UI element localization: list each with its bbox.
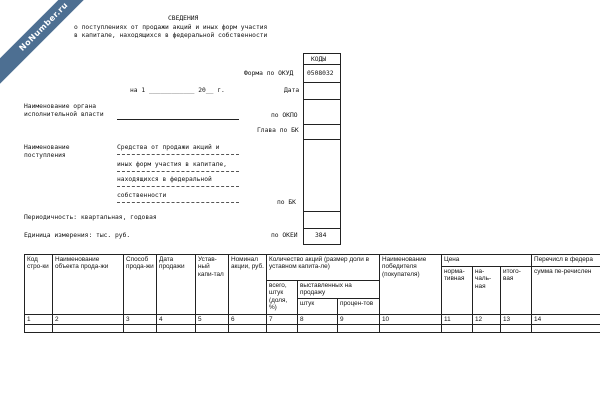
codes-divider [303,64,341,65]
table-cell-empty [196,325,229,333]
codes-divider [303,82,341,83]
document-subtitle-1: о поступлениях от продажи акций и иных форм участия [74,24,268,31]
col-number: 3 [124,314,157,324]
receipt-text-4: собственности [117,192,167,199]
col-number: 7 [267,314,298,324]
table-cell-empty [53,325,124,333]
header-transfer-sum: сумма пе-речислен [532,267,600,315]
receipt-dash [117,154,239,155]
col-number: 1 [25,314,53,324]
table-cell-empty [501,325,532,333]
header-percent: процен-тов [338,298,380,314]
header-price-normative: норма-тивная [442,267,473,315]
codes-divider [303,124,341,125]
col-number: 4 [157,314,196,324]
okud-label: Форма по ОКУД [244,70,294,77]
header-winner: Наименование победителя (покупателя) [380,255,442,315]
col-number: 6 [229,314,267,324]
col-number: 13 [501,314,532,324]
okud-value: 0508032 [307,70,334,77]
receipt-text-3: находящихся в федеральной [117,176,212,183]
receipt-text-1: Средства от продажи акций и [117,144,220,151]
col-number: 5 [196,314,229,324]
organ-input-line [117,119,239,120]
header-price-final: итого-вая [501,267,532,315]
as-of-date: на 1 ____________ 20__ г. [130,87,225,94]
codes-divider [303,211,341,212]
header-price: Цена [442,255,532,267]
header-kod: Код стро-ки [25,255,53,315]
col-number: 9 [338,314,380,324]
receipt-dash [117,171,239,172]
table-cell-empty [380,325,442,333]
document-title: СВЕДЕНИЯ [168,15,199,22]
table-cell-empty [338,325,380,333]
data-table [24,254,600,333]
table-cell-empty [473,325,501,333]
receipt-label-1: Наименование [24,144,70,151]
table-cell-empty [124,325,157,333]
okei-label: по ОКЕИ [271,232,298,239]
bk-label: по БК [277,199,296,206]
organ-label-2: исполнительной власти [24,111,104,118]
header-pieces: штук [298,298,338,314]
codes-divider [303,99,341,100]
periodicity: Периодичность: квартальная, годовая [24,214,157,221]
unit-of-measure: Единица измерения: тыс. руб. [24,232,131,239]
receipt-dash [117,202,239,203]
header-object-name: Наименование объекта прода-жи [53,255,124,315]
document-subtitle-2: в капитале, находящихся в федеральной собственности [74,32,268,39]
okpo-label: по ОКПО [271,112,298,119]
header-share-quantity: Количество акций (размер доли в уставном капита-ле) [267,255,380,281]
col-number: 14 [532,314,600,324]
header-total: всего, штук (доля, %) [267,281,298,315]
okei-value: 384 [315,232,327,239]
col-number: 10 [380,314,442,324]
header-share-nominal: Номинал акции, руб. [229,255,267,315]
header-sale-method: Способ прода-жи [124,255,157,315]
header-transfer: Перечисл в федера [532,255,600,267]
organ-label-1: Наименование органа [24,103,97,110]
header-put-on-sale: выставленных на продажу [298,281,380,299]
header-sale-date: Дата продажи [157,255,196,315]
codes-divider [303,139,341,140]
table-cell-empty [229,325,267,333]
col-number: 8 [298,314,338,324]
table-cell-empty [532,325,600,333]
table-cell-empty [267,325,298,333]
receipt-dash [117,186,239,187]
col-number: 12 [473,314,501,324]
table-cell-empty [298,325,338,333]
receipt-text-2: иных форм участия в капитале, [117,161,227,168]
header-price-initial: на-чаль-ная [473,267,501,315]
codes-divider [303,228,341,229]
receipt-label-2: поступления [24,152,66,159]
date-label: Дата [284,87,300,94]
glava-label: Глава по БК [257,127,299,134]
col-number: 11 [442,314,473,324]
table-cell-empty [157,325,196,333]
col-number: 2 [53,314,124,324]
header-charter-capital: Устав-ный капи-тал [196,255,229,315]
table-cell-empty [25,325,53,333]
watermark-ribbon: NoNumber.ru [0,0,107,90]
codes-header: КОДЫ [311,56,327,63]
table-cell-empty [442,325,473,333]
